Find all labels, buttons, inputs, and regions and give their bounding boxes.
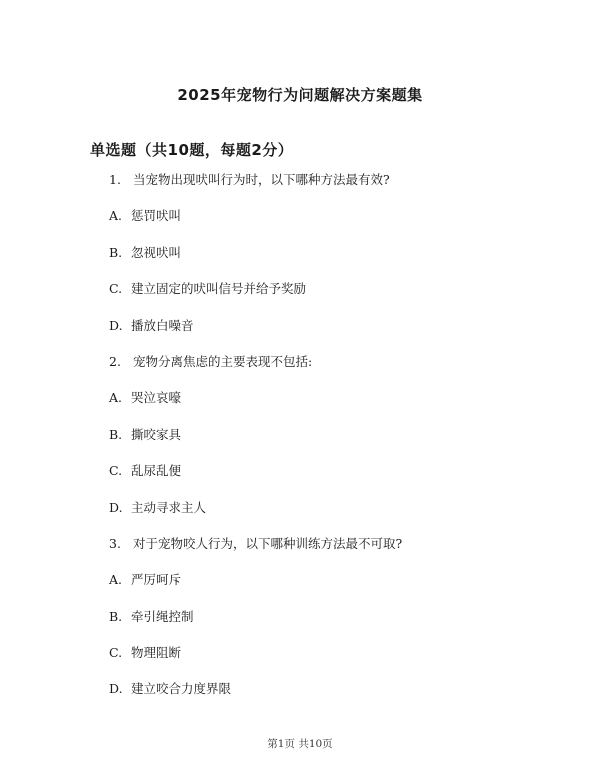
- option-1a: [0, 208, 600, 244]
- option-letter: C.: [109, 281, 123, 297]
- question-list: [0, 172, 600, 718]
- option-letter: D.: [109, 317, 123, 333]
- option-3a: [0, 572, 600, 608]
- option-text: 主动寻求主人: [131, 499, 207, 515]
- page-footer: 第1页 共10页: [267, 738, 333, 750]
- option-3c: [0, 645, 600, 681]
- option-text: 哭泣哀嚎: [131, 390, 182, 406]
- option-letter: D.: [109, 681, 123, 697]
- question-number: 3.: [109, 535, 121, 551]
- option-letter: B.: [109, 244, 123, 260]
- option-2d: [0, 500, 600, 536]
- question-1: [0, 172, 600, 208]
- option-letter: A.: [109, 390, 123, 406]
- option-letter: A.: [109, 208, 123, 224]
- option-3d: [0, 681, 600, 717]
- option-text: 播放白噪音: [131, 317, 194, 333]
- option-text: 牵引绳控制: [131, 608, 194, 624]
- document-title: 2025年宠物行为问题解决方案题集: [177, 86, 423, 104]
- option-letter: C.: [109, 645, 123, 661]
- option-text: 建立咬合力度界限: [131, 681, 232, 697]
- option-2a: [0, 390, 600, 426]
- option-3b: [0, 609, 600, 645]
- option-1b: [0, 245, 600, 281]
- question-text: 当宠物出现吠叫行为时，以下哪种方法最有效?: [133, 172, 390, 187]
- option-2c: [0, 463, 600, 499]
- option-letter: D.: [109, 499, 123, 515]
- question-number: 1.: [109, 172, 121, 187]
- option-letter: C.: [109, 463, 123, 479]
- option-text: 建立固定的吠叫信号并给予奖励: [131, 281, 307, 297]
- option-text: 忽视吠叫: [131, 244, 182, 260]
- option-text: 撕咬家具: [131, 426, 182, 442]
- option-text: 物理阻断: [131, 645, 182, 661]
- option-1d: [0, 318, 600, 354]
- question-text: 对于宠物咬人行为，以下哪种训练方法最不可取?: [133, 535, 403, 551]
- option-letter: B.: [109, 608, 123, 624]
- option-text: 乱尿乱便: [131, 463, 182, 479]
- option-text: 严厉呵斥: [131, 572, 182, 588]
- option-letter: B.: [109, 426, 123, 442]
- question-text: 宠物分离焦虑的主要表现不包括:: [133, 353, 313, 369]
- question-number: 2.: [109, 353, 121, 369]
- option-1c: [0, 281, 600, 317]
- question-2: [0, 354, 600, 390]
- section-heading: 单选题（共10题，每题2分）: [90, 141, 294, 159]
- option-2b: [0, 427, 600, 463]
- option-letter: A.: [109, 572, 123, 588]
- option-text: 惩罚吠叫: [131, 208, 182, 224]
- question-3: [0, 536, 600, 572]
